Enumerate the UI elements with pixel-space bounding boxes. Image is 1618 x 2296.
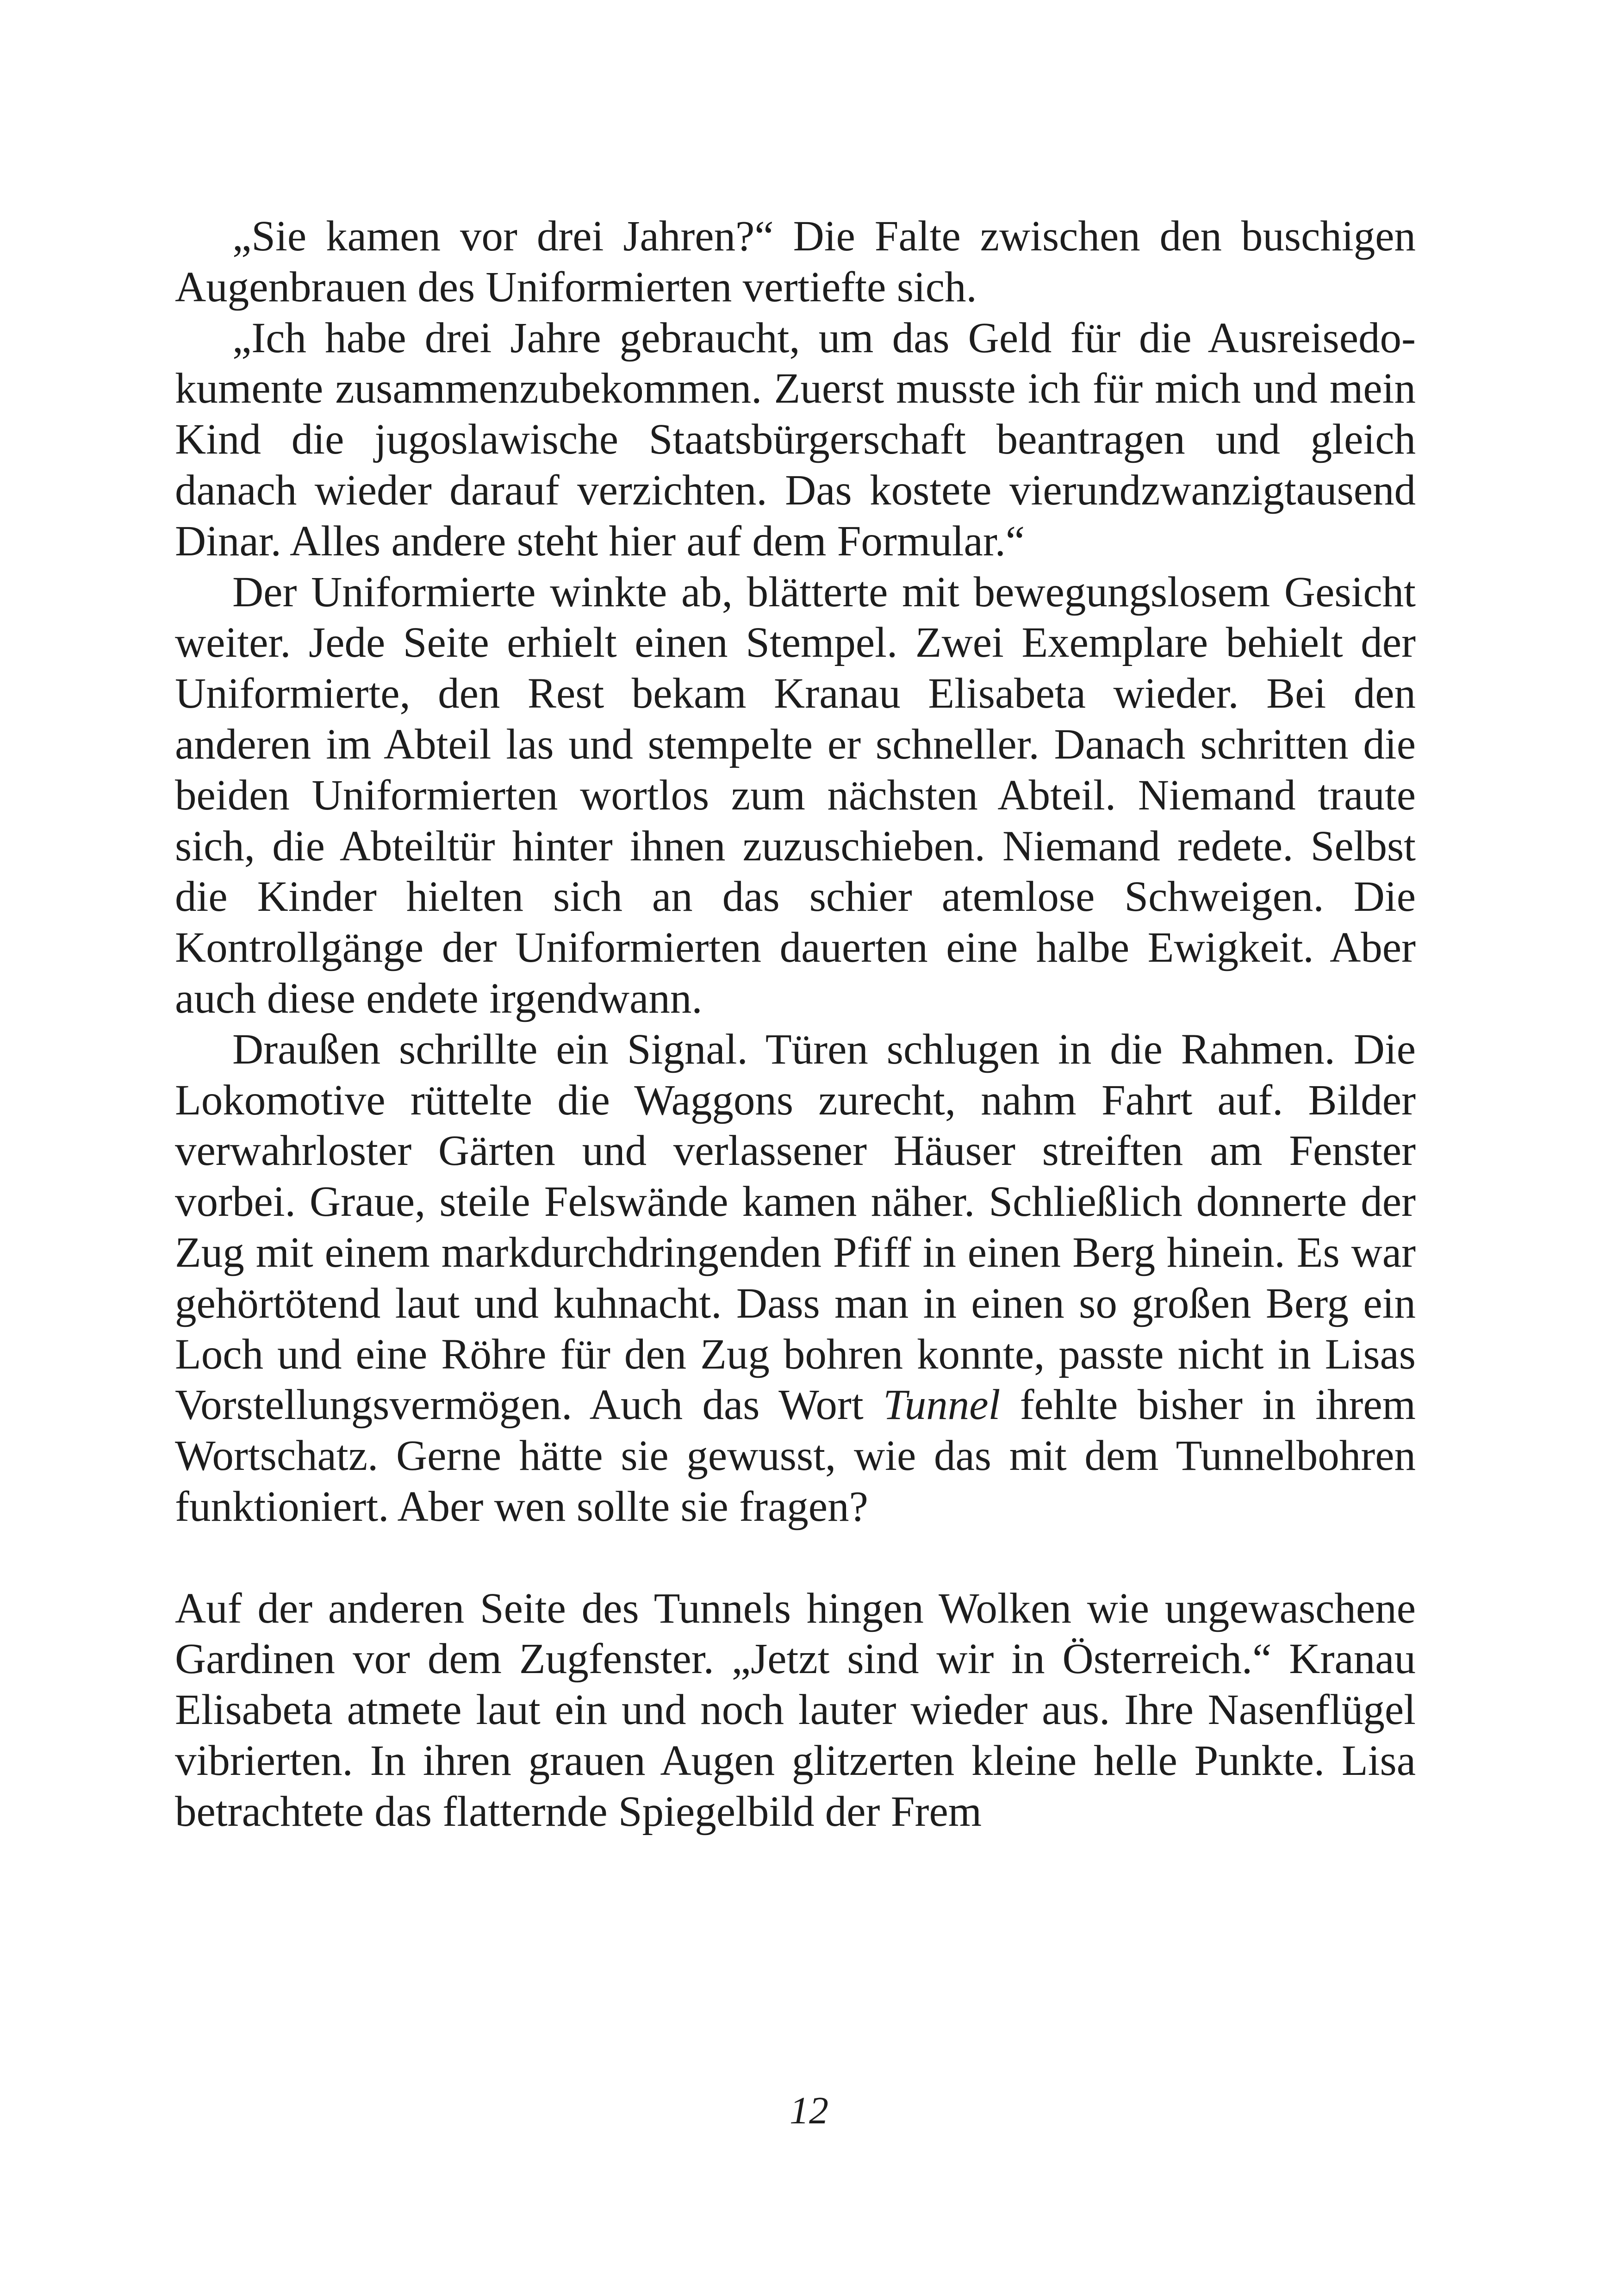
paragraph-4-text-b: fehlte bisher in ihrem Wortschatz. Gerne hätte sie gewusst, wie das mit dem Tunnelbohren funktioniert. Aber wen sollte sie fragen?	[175, 1381, 1416, 1531]
italic-word-tunnel: Tunnel	[883, 1381, 1001, 1429]
paragraph-1: „Sie kamen vor drei Jahren?“ Die Falte zwischen den buschigen Augenbrauen des Uniformierten vertiefte sich.	[175, 212, 1416, 311]
body-text	[175, 211, 1416, 1837]
paragraph-4	[175, 1024, 1416, 1532]
paragraph-5: Auf der anderen Seite des Tunnels hingen Wolken wie ungewaschene Gardinen vor dem Zugfenster. „Jetzt sind wir in Österreich.“ Kranau Elisabeta atmete laut ein und noch lauter wieder aus. Ihre Nasenflügel vibrierten. In ihren grauen Augen glitzerten kleine helle Punkte. Lisa betrachtete das flatternde Spiegelbild der Frem	[175, 1584, 1416, 1836]
page-number: 12	[790, 2089, 828, 2132]
paragraph-2: „Ich habe drei Jahre gebraucht, um das Geld für die Ausreisedokumente zusammenzubekommen. Zuerst musste ich für mich und mein Kind die jugoslawische Staatsbürgerschaft beantragen und gleich danach wieder darauf verzichten. Das kostete vierundzwanzigtausend Dinar. Alles andere steht hier auf dem Formular.“	[175, 314, 1416, 565]
section-break	[175, 1532, 1416, 1583]
paragraph-4-text-a: Draußen schrillte ein Signal. Türen schlugen in die Rahmen. Die Lokomotive rüttelte die Waggons zurecht, nahm Fahrt auf. Bilder verwahrloster Gärten und verlassener Häuser streiften am Fenster vorbei. Graue, steile Felswände kamen näher. Schließlich donnerte der Zug mit einem markdurchdringenden Pfiff in einen Berg hinein. Es war gehörtötend laut und kuhnacht. Dass man in einen so großen Berg ein Loch und eine Röhre für den Zug bohren konnte, passte nicht in Lisas Vorstellungsvermögen. Auch das Wort	[175, 1025, 1416, 1429]
paragraph-3: Der Uniformierte winkte ab, blätterte mit bewegungslosem Gesicht weiter. Jede Seite erhielt einen Stempel. Zwei Exemplare behielt der Uniformierte, den Rest bekam Kranau Elisabeta wieder. Bei den anderen im Abteil las und stempelte er schneller. Danach schritten die beiden Uniformierten wortlos zum nächsten Abteil. Niemand traute sich, die Abteiltür hinter ihnen zuzuschieben. Niemand redete. Selbst die Kinder hielten sich an das schier atemlose Schweigen. Die Kontrollgänge der Uniformierten dauerten eine halbe Ewigkeit. Aber auch diese endete irgendwann.	[175, 568, 1416, 1022]
